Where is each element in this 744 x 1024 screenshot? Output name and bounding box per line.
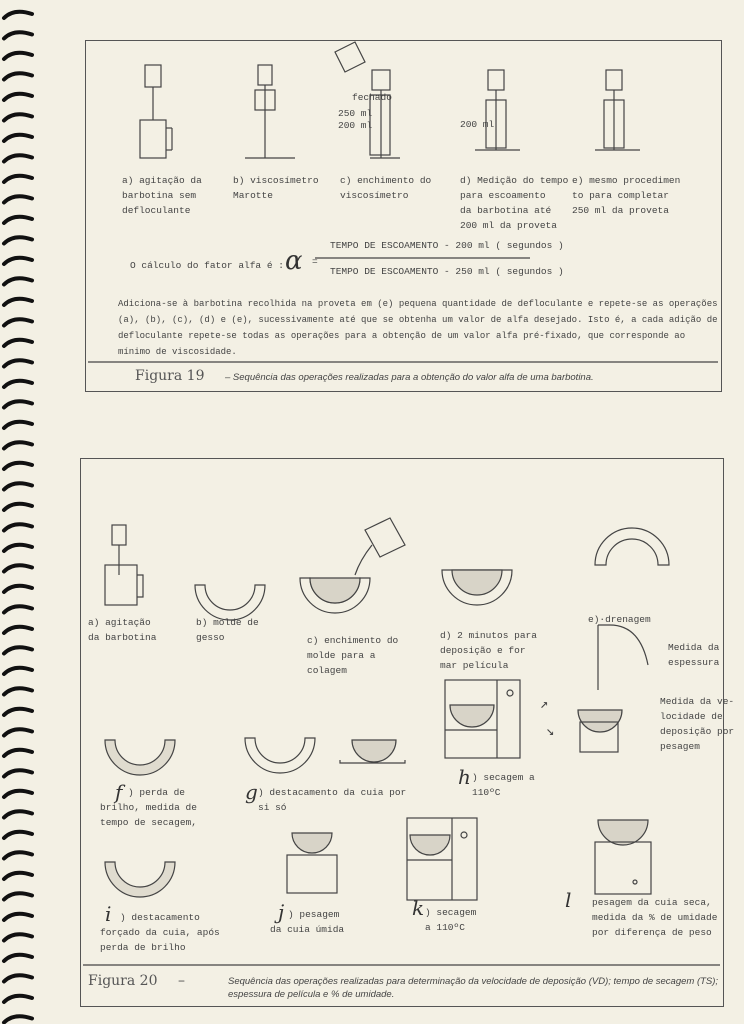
step-a-label: a) agitação da barbotina: [88, 617, 157, 643]
step-g-letter: g: [245, 780, 258, 804]
step-g-label: ) destacamento da cuia por si só: [258, 787, 407, 813]
figure-20-caption-text: Sequência das operações realizadas para determinação da velocidade de deposição (VD); tempo de secagem (TS); espessura de película e % de umidade.: [228, 976, 719, 1000]
formula-denominator: TEMPO DE ESCOAMENTO - 250 ml ( segundos ): [330, 266, 564, 277]
step-i-letter: i: [105, 902, 112, 926]
step-c-label: c) enchimento do viscosímetro: [340, 175, 432, 201]
figure-20-caption-label: Figura 20: [88, 973, 158, 989]
step-f-label: ) perda de brilho, medida de tempo de secagem,: [100, 787, 197, 828]
svg-text:↘: ↘: [546, 724, 555, 740]
step-j-label: ) pesagem da cuia úmida: [270, 909, 345, 935]
formula-intro: O cálculo do fator alfa é :: [130, 260, 284, 271]
step-a-label: a) agitação da barbotina sem defloculante: [122, 175, 202, 216]
step-b-label: b) molde de gesso: [196, 617, 259, 643]
step-j-letter: j: [278, 900, 285, 924]
step-f-letter: f: [115, 780, 123, 804]
step-k-letter: k: [412, 896, 425, 920]
step-k-label: ) secagem a 110ºC: [425, 907, 477, 933]
procedure-paragraph: Adiciona-se à barbotina recolhida na proveta em (e) pequena quantidade de defloculante e repete-se as operações (a), (b), (c), (d) e (e), sucessivamente até que se obtenha um valor de alfa desejado. Isto é, a cada adição de defloculante repete-se todas as operações para a obtenção de um valor alfa pré-fixado, que corresponde ao mínimo de viscosidade.: [118, 299, 718, 357]
step-e-label: e)·drenagem: [588, 614, 651, 625]
alpha-symbol: α: [285, 246, 303, 276]
step-l-label: pesagem da cuia seca, medida da % de umidade por diferença de peso: [592, 897, 718, 938]
step-h-letter: h: [458, 765, 471, 789]
step-d-label: d) 2 minutos para deposição e for mar película: [440, 630, 537, 671]
step-d-label: d) Medição do tempo para escoamento da barbotina até 200 ml da proveta: [460, 175, 569, 231]
step-h-label: ) secagem a 110ºC: [472, 772, 535, 798]
step-l-letter: l: [565, 888, 572, 912]
step-b-label: b) viscosímetro Marotte: [233, 175, 319, 201]
step-c-label: c) enchimento do molde para a colagem: [307, 635, 399, 676]
figure-19-caption-text: – Sequência das operações realizadas para a obtenção do valor alfa de uma barbotina.: [225, 372, 594, 383]
figure-20-caption-dash: –: [178, 973, 185, 989]
formula-numerator: TEMPO DE ESCOAMENTO - 200 ml ( segundos ): [330, 240, 564, 251]
step-i-label: ) destacamento forçado da cuia, após perda de brilho: [100, 912, 220, 953]
volume-200-d-label: 200 ml: [460, 119, 495, 130]
volume-200-label: 200 ml: [338, 120, 373, 131]
step-e-label: e) mesmo procedimen to para completar 250 ml da proveta: [572, 175, 681, 216]
velocity-measure-label: Medida da ve- locidade de deposição por pesagem: [660, 696, 735, 752]
fechado-label: fechado: [352, 92, 392, 103]
volume-250-label: 250 ml: [338, 108, 373, 119]
figure-19-caption-label: Figura 19: [135, 368, 205, 384]
thickness-measure-label: Medida da espessura: [668, 642, 720, 668]
svg-text:↗: ↗: [540, 697, 549, 713]
